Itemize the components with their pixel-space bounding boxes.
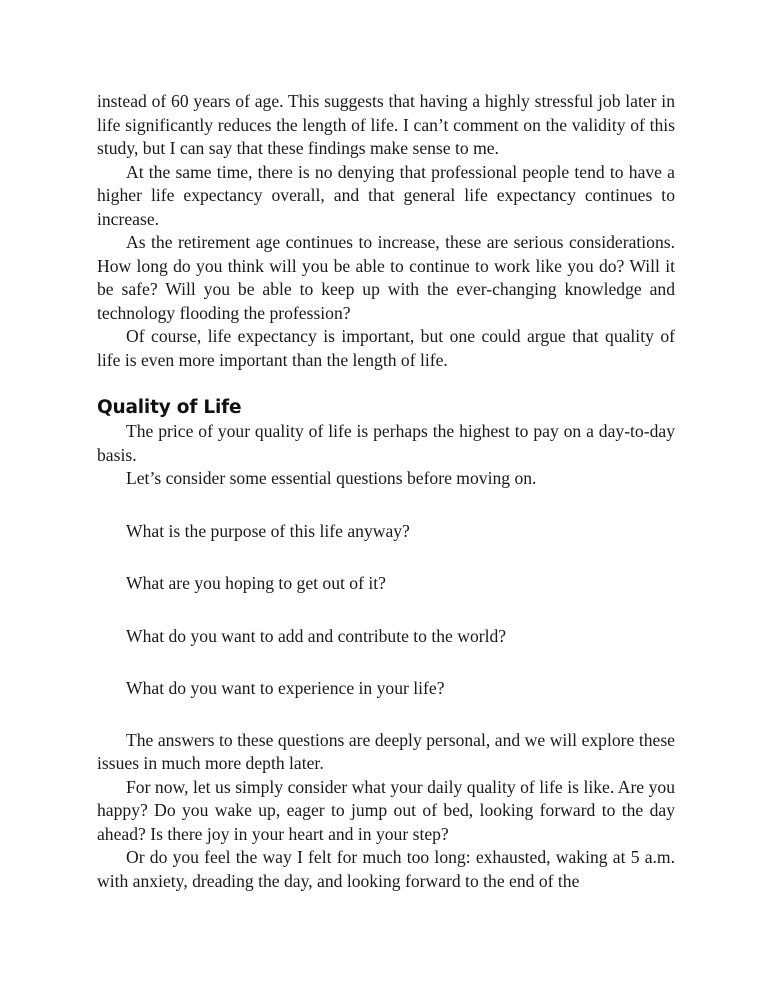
paragraph-continued: instead of 60 years of age. This suggests that having a highly stressful job later in life significantly reduces the length of life. I can’t comment on the validity of this study, but I can say that these findings make sense to me. [97,91,675,158]
question-purpose: What is the purpose of this life anyway? [126,520,410,541]
spacer [97,648,675,677]
paragraph-essential-questions: Let’s consider some essential questions before moving on. [126,468,537,488]
spacer [97,596,675,625]
question-experience: What do you want to experience in your life? [126,678,445,698]
paragraph-price-of-quality: The price of your quality of life is perhaps the highest to pay on a day-to-day basis. [97,421,675,465]
question-contribute: What do you want to add and contribute to the world? [126,625,507,646]
spacer [97,543,675,572]
book-page [97,90,675,893]
spacer [97,701,675,729]
spacer [97,491,675,520]
section-heading: Quality of Life [97,397,242,418]
paragraph-retirement-age: As the retirement age continues to increase, these are serious considerations. How long do you think will you be able to continue to work like you do? Will it be safe? Will you be able to keep up with the ever-changing knowledge and technology flooding the profession? [97,232,675,323]
paragraph-or-do-you-feel: Or do you feel the way I felt for much too long: exhausted, waking at 5 a.m. with anxiety, dreading the day, and looking forward to the end of the [97,847,675,891]
paragraph-for-now: For now, let us simply consider what your daily quality of life is like. Are you happy? Do you wake up, eager to jump out of bed, looking forward to the day ahead? Is there joy in your heart and in your step? [97,776,675,844]
paragraph-quality-vs-length: Of course, life expectancy is important, but one could argue that quality of life is even more important than the length of life. [97,326,675,370]
paragraph-life-expectancy: At the same time, there is no denying that professional people tend to have a higher life expectancy overall, and that general life expectancy continues to increase. [97,161,675,229]
paragraph-answers: The answers to these questions are deeply personal, and we will explore these issues in much more depth later. [97,729,675,773]
question-hoping: What are you hoping to get out of it? [126,573,386,593]
